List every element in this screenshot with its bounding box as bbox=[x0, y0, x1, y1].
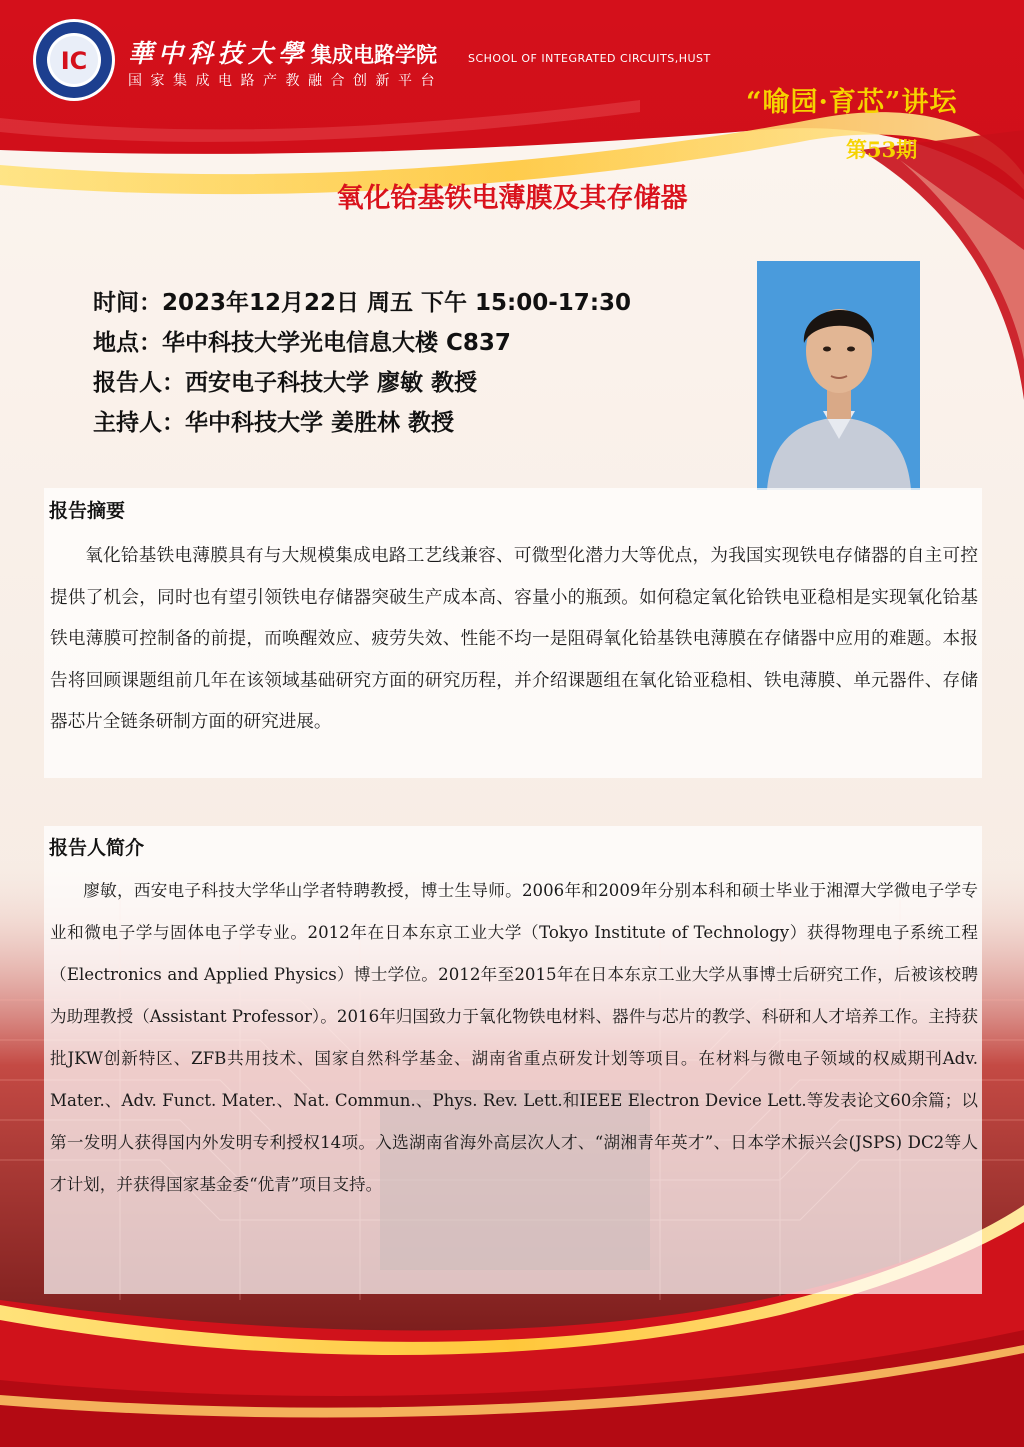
talk-host: 主持人：华中科技大学 姜胜林 教授 bbox=[93, 410, 455, 436]
talk-place: 地点：华中科技大学光电信息大楼 C837 bbox=[93, 330, 511, 356]
school-name-cn: 集成电路学院 bbox=[311, 43, 437, 67]
speaker-photo bbox=[757, 261, 920, 490]
university-logo bbox=[32, 18, 116, 102]
svg-text:IC: IC bbox=[60, 47, 88, 75]
issue-number: 第53期 bbox=[846, 137, 918, 162]
forum-name: “喻园·育芯”讲坛 bbox=[746, 87, 958, 118]
bio-text: 廖敏，西安电子科技大学华山学者特聘教授，博士生导师。2006年和2009年分别本科和硕士毕业于湘潭大学微电子学专业和微电子学与固体电子学专业。2012年在日本东京工业大学（Tokyo Institute of Technology）获得物理电子系统工程（Electronics and Applied Physics）博士学位。2012年至2015年在日本东京工业大学从事博士后研究工作，后被该校聘为助理教授（Assistant Professor）。2016年归国致力于氧化物铁电材料、器件与芯片的教学、科研和人才培养工作。主持获批JKW创新特区、ZFB共用技术、国家自然科学基金、湖南省重点研发计划等项目。在材料与微电子领域的权威期刊Adv. Mater.、Adv. Funct. Mater.、Nat. Commun.、Phys. Rev. Lett.和IEEE Electron Device Lett.等发表论文60余篇；以第一发明人获得国内外发明专利授权14项。入选湖南省海外高层次人才、“湖湘青年英才”、日本学术振兴会(JSPS) DC2等人才计划，并获得国家基金委“优青”项目支持。 bbox=[50, 881, 978, 1194]
talk-info bbox=[93, 283, 631, 443]
bio-heading: 报告人简介 bbox=[49, 837, 145, 859]
talk-speaker: 报告人：西安电子科技大学 廖敏 教授 bbox=[93, 370, 478, 396]
platform-name: 国家集成电路产教融合创新平台 bbox=[128, 73, 443, 89]
abstract-heading: 报告摘要 bbox=[49, 500, 126, 522]
abstract-text: 氧化铪基铁电薄膜具有与大规模集成电路工艺线兼容、可微型化潜力大等优点，为我国实现铁电存储器的自主可控提供了机会，同时也有望引领铁电存储器突破生产成本高、容量小的瓶颈。如何稳定氧化铪铁电亚稳相是实现氧化铪基铁电薄膜可控制备的前提，而唤醒效应、疲劳失效、性能不均一是阻碍氧化铪基铁电薄膜在存储器中应用的难题。本报告将回顾课题组前几年在该领域基础研究方面的研究历程，并介绍课题组在氧化铪亚稳相、铁电薄膜、单元器件、存储器芯片全链条研制方面的研究进展。 bbox=[50, 546, 978, 732]
talk-title: 氧化铪基铁电薄膜及其存储器 bbox=[336, 183, 688, 214]
talk-time: 时间：2023年12月22日 周五 下午 15:00-17:30 bbox=[93, 290, 632, 316]
university-name: 華中科技大學 bbox=[128, 39, 309, 68]
school-name-en: SCHOOL OF INTEGRATED CIRCUITS,HUST bbox=[468, 52, 711, 65]
